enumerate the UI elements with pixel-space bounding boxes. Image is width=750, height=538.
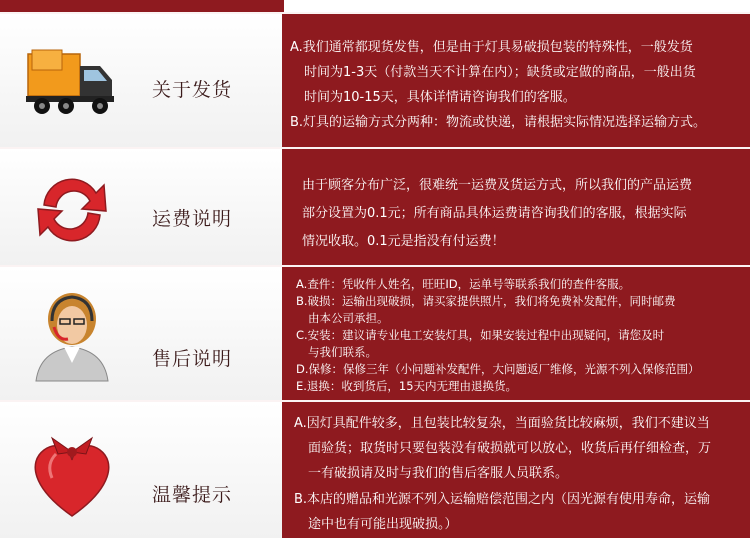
section-title: 温馨提示: [152, 484, 233, 506]
body-line: 由于顾客分布广泛，很难统一运费及货运方式，所以我们的产品运费: [302, 178, 693, 193]
delivery-truck-icon: [22, 32, 122, 132]
section-after-sales: [0, 267, 750, 400]
body-line: D.保修：保修三年（小问题补发配件，大问题返厂维修，光源不列入保修范围）: [296, 362, 700, 376]
body-line: 一有破损请及时与我们的售后客服人员联系。: [308, 466, 569, 481]
section-title: 运费说明: [152, 208, 233, 230]
body-line: 情况收取。0.1元是指没有付运费！: [302, 234, 505, 249]
section-freight-header: [0, 149, 284, 265]
section-freight: [0, 149, 750, 265]
section-title: 售后说明: [152, 348, 233, 370]
section-body: [284, 14, 750, 147]
section-tips: [0, 402, 750, 538]
body-line: 部分设置为0.1元；所有商品具体运费请咨询我们的客服，根据实际: [302, 206, 687, 221]
section-title: 关于发货: [152, 79, 233, 101]
section-body: [284, 402, 750, 538]
section-shipping-header: [0, 14, 284, 147]
body-line: E.退换：收到货后，15天内无理由退换货。: [296, 379, 518, 393]
body-line: 由本公司承担。: [308, 311, 389, 325]
body-line: A.我们通常都现货发售，但是由于灯具易破损包装的特殊性，一般发货: [290, 40, 693, 55]
customer-service-agent-icon: [22, 285, 122, 385]
body-line: A.因灯具配件较多，且包装比较复杂，当面验货比较麻烦，我们不建议当: [294, 416, 710, 431]
body-line: B.破损：运输出现破损，请买家提供照片，我们将免费补发配件，同时邮费: [296, 294, 676, 308]
body-line: A.查件：凭收件人姓名，旺旺ID，运单号等联系我们的查件客服。: [296, 277, 631, 291]
section-tips-header: [0, 402, 284, 538]
body-line: C.安装：建议请专业电工安装灯具，如果安装过程中出现疑问，请您及时: [296, 328, 665, 342]
section-after-sales-header: [0, 267, 284, 400]
body-line: B.灯具的运输方式分两种：物流或快递，请根据实际情况选择运输方式。: [290, 115, 707, 130]
body-line: 与我们联系。: [308, 345, 377, 359]
body-line: B.本店的赠品和光源不列入运输赔偿范围之内（因光源有使用寿命，运输: [294, 492, 711, 507]
body-line: 途中也有可能出现破损。）: [308, 517, 458, 532]
body-line: 时间为10-15天，具体详情请咨询我们的客服。: [304, 90, 576, 105]
section-body: [284, 267, 750, 400]
body-line: 面验货；取货时只要包装没有破损就可以放心，收货后再仔细检查，万: [308, 441, 712, 456]
section-body: [284, 149, 750, 265]
section-shipping: [0, 14, 750, 147]
body-line: 时间为1-3天（付款当天不计算在内）；缺货或定做的商品，一般出货: [304, 65, 696, 80]
top-strip: [0, 0, 750, 12]
refresh-arrows-icon: [22, 159, 122, 259]
heart-bow-icon: [22, 424, 122, 524]
